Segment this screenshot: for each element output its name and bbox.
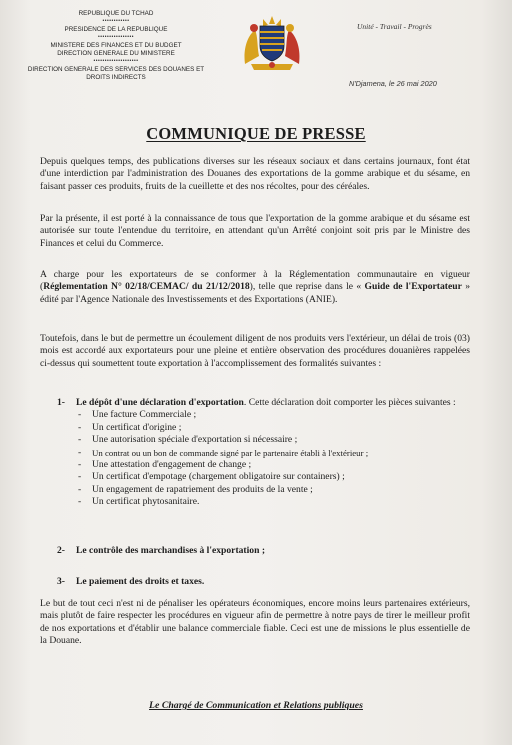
formality-item-2 [57,545,477,557]
dgsd-line-2: DROITS INDIRECTS [86,74,146,81]
ministry-name: MINISTERE DES FINANCES ET DU BUDGET [50,42,182,49]
paragraph-grace-period: Toutefois, dans le but de permettre un écoulement diligent de nos produits vers l'extérieur, un délai de trois (03) mois est accordé aux exportateurs pour une pleine et entière observation des procédures douanières rappelées ci-dessus qui soumettent toute exportation à l'accomplissement des formalités suivantes : [40,333,470,369]
regulation-reference: Réglementation N° 02/18/CEMAC/ du 21/12/2018 [43,281,250,293]
paragraph-authorization: Par la présente, il est porté à la connaissance de tous que l'exportation de la gomme arabique et du sésame est autorisée sur toute l'entendue du territoire, en attendant qu'un Arrêté conjoint soit pris par le Ministre des Finances et celui du Commerce. [40,213,470,249]
regulation-text-a: A charge pour les exportateurs de se conformer à la Réglementation communautaire en vigueur ( [40,269,470,293]
list-item: - Un certificat d'origine ; [78,421,182,433]
paragraph-conclusion: Le but de tout ceci n'est ni de pénaliser les opérateurs économiques, encore moins leurs partenaires extérieurs, mais plutôt de faire respecter les procédures en vigueur afin de permettre à notre pays de tirer le meilleur profit de nos exportations et d'établir une balance commerciale fiable. Ceci est une de missions le plus essentielle de la Douane. [40,598,470,647]
item-number: 1- [57,397,65,408]
list-item: - Un contrat ou un bon de commande signé par le partenaire établi à l'extérieur ; [78,446,369,458]
regulation-text-c: ), telle que reprise dans le « [249,281,365,293]
item-number: 2- [57,545,65,556]
list-item: - Une attestation d'engagement de change ; [78,459,252,471]
place-and-date: N'Djamena, le 26 mai 2020 [349,79,437,88]
separator-stars: •••••••••••••••••••• [93,58,139,64]
document-list [75,409,477,508]
list-item: - Un certificat phytosanitaire. [78,496,200,508]
item-title: Le dépôt d'une déclaration d'exportation [76,397,244,408]
letterhead [16,10,216,82]
item-title: Le contrôle des marchandises à l'exportation ; [76,545,266,556]
paragraph-context: Depuis quelques temps, des publications diverses sur les réseaux sociaux et dans certains journaux, font état d'une interdiction par l'administration des Douanes des exportations de la gomme arabique et du sésame, en faisant passer ces produits, fruits de la cueillette et des nos récoltes, pour des céréales. [40,156,470,192]
dgsd-line-1: DIRECTION GENERALE DES SERVICES DES DOUANES ET [27,66,205,73]
national-motto: Unité - Travail - Progrès [357,22,432,31]
country-name: REPUBLIQUE DU TCHAD [78,10,154,17]
presidency-name: PRESIDENCE DE LA REPUBLIQUE [64,26,168,33]
exporter-guide-title: Guide de l'Exportateur [364,281,462,293]
separator-stars: •••••••••••• [102,18,130,24]
separator-stars: •••••••••••••••• [97,34,134,40]
list-item: - Un certificat d'empotage (chargement obligatoire sur containers) ; [78,471,345,483]
item-description: . Cette déclaration doit comporter les pièces suivantes : [243,397,456,408]
signature-block: Le Chargé de Communication et Relations publiques [149,700,363,711]
list-item: - Un engagement de rapatriement des produits de la vente ; [78,483,313,495]
item-title: Le paiement des droits et taxes. [76,576,205,587]
document-title: COMMUNIQUE DE PRESSE [146,124,366,143]
list-item: - Une autorisation spéciale d'exportation si nécessaire ; [78,434,298,446]
list-item: - Une facture Commerciale ; [78,409,197,421]
coat-of-arms-icon [241,14,303,72]
regulation-text-e: » édité par l'Agence Nationale des Investissements et des Exportations (ANIE). [40,281,471,305]
formality-item-3 [57,576,477,588]
paragraph-regulation [40,269,470,306]
formality-item-1 [57,397,477,509]
direction-name: DIRECTION GENERALE DU MINISTERE [57,50,175,57]
item-number: 3- [57,576,65,587]
